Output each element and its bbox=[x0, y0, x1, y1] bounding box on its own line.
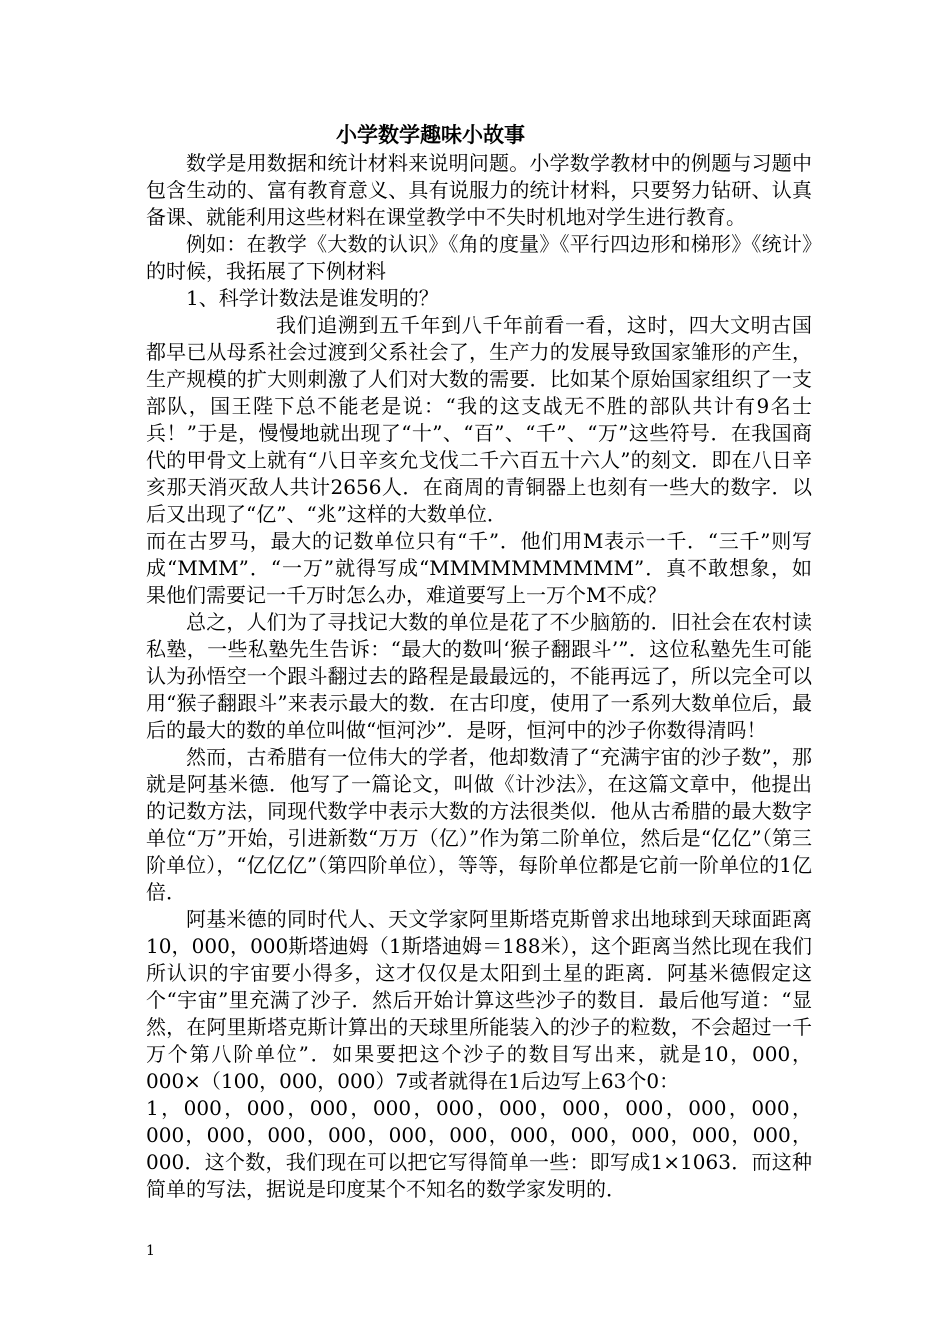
document-body bbox=[146, 120, 812, 1203]
paragraph-big-number: 1，000，000，000，000，000，000，000，000，000，000，000，000，000，000，000，000，000，000，000，000，000，000．这个数，我们现在可以把它写得简单一些：即写成1×1063．而这种简单的写法，据说是印度某个不知名的数学家发明的． bbox=[146, 1096, 812, 1201]
paragraph-example: 例如：在教学《大数的认识》《角的度量》《平行四边形和梯形》《统计》的时候，我拓展了下例材料 bbox=[146, 232, 812, 283]
paragraph-history: 我们追溯到五千年到八千年前看一看，这时，四大文明古国都早已从母系社会过渡到父系社会了，生产力的发展导致国家雏形的产生，生产规模的扩大则刺激了人们对大数的需要．比如某个原始国家组织了一支部队，国王陛下总不能老是说：“我的这支战无不胜的部队共计有9名士兵！”于是，慢慢地就出现了“十”、“百”、“千”、“万”这些符号．在我国商代的甲骨文上就有“八日辛亥允戈伐二千六百五十六人”的刻文．即在八日辛亥那天消灭敌人共计2656人．在商周的青铜器上也刻有一些大的数字．以后又出现了“亿”、“兆”这样的大数单位． bbox=[146, 313, 812, 526]
document-title: 小学数学趣味小故事 bbox=[336, 122, 525, 147]
paragraph-aristarchus: 阿基米德的同时代人、天文学家阿里斯塔克斯曾求出地球到天球面距离10，000，000斯塔迪姆（1斯塔迪姆＝188米），这个距离当然比现在我们所认识的宇宙要小得多，这才仅仅是太阳到土星的距离．阿基米德假定这个“宇宙”里充满了沙子．然后开始计算这些沙子的数目．最后他写道：“显然，在阿里斯塔克斯计算出的天球里所能装入的沙子的粒数，不会超过一千万个第八阶单位”．如果要把这个沙子的数目写出来，就是10，000，000×（100，000，000）7或者就得在1后边写上63个0： bbox=[146, 907, 812, 1093]
paragraph-rome: 而在古罗马，最大的记数单位只有“千”．他们用M表示一千．“三千”则写成“MMM”．“一万”就得写成“MMMMMMMMMM”．真不敢想象，如果他们需要记一千万时怎么办，难道要写上一万个M不成？ bbox=[146, 529, 812, 607]
paragraph-intro: 数学是用数据和统计材料来说明问题。小学数学教材中的例题与习题中包含生动的、富有教育意义、具有说服力的统计材料，只要努力钻研、认真备课、就能利用这些材料在课堂教学中不失时机地对学生进行教育。 bbox=[146, 151, 812, 229]
page-number: 1 bbox=[146, 1243, 155, 1259]
paragraph-archimedes: 然而，古希腊有一位伟大的学者，他却数清了“充满宇宙的沙子数”，那就是阿基米德．他写了一篇论文，叫做《计沙法》，在这篇文章中，他提出的记数方法，同现代数学中表示大数的方法很类似．他从古希腊的最大数字单位“万”开始，引进新数“万万（亿）”作为第二阶单位，然后是“亿亿”（第三阶单位），“亿亿亿”（第四阶单位），等等，每阶单位都是它前一阶单位的1亿倍． bbox=[146, 745, 812, 904]
paragraph-units: 总之，人们为了寻找记大数的单位是花了不少脑筋的．旧社会在农村读私塾，一些私塾先生告诉：“最大的数叫‘猴子翻跟斗’”．这位私塾先生可能认为孙悟空一个跟斗翻过去的路程是最最远的，不能再远了，所以完全可以用“猴子翻跟斗”来表示最大的数．在古印度，使用了一系列大数单位后，最后的最大的数的单位叫做“恒河沙”．是呀，恒河中的沙子你数得清吗！ bbox=[146, 610, 812, 742]
section-heading: 1、科学计数法是谁发明的？ bbox=[186, 286, 439, 310]
